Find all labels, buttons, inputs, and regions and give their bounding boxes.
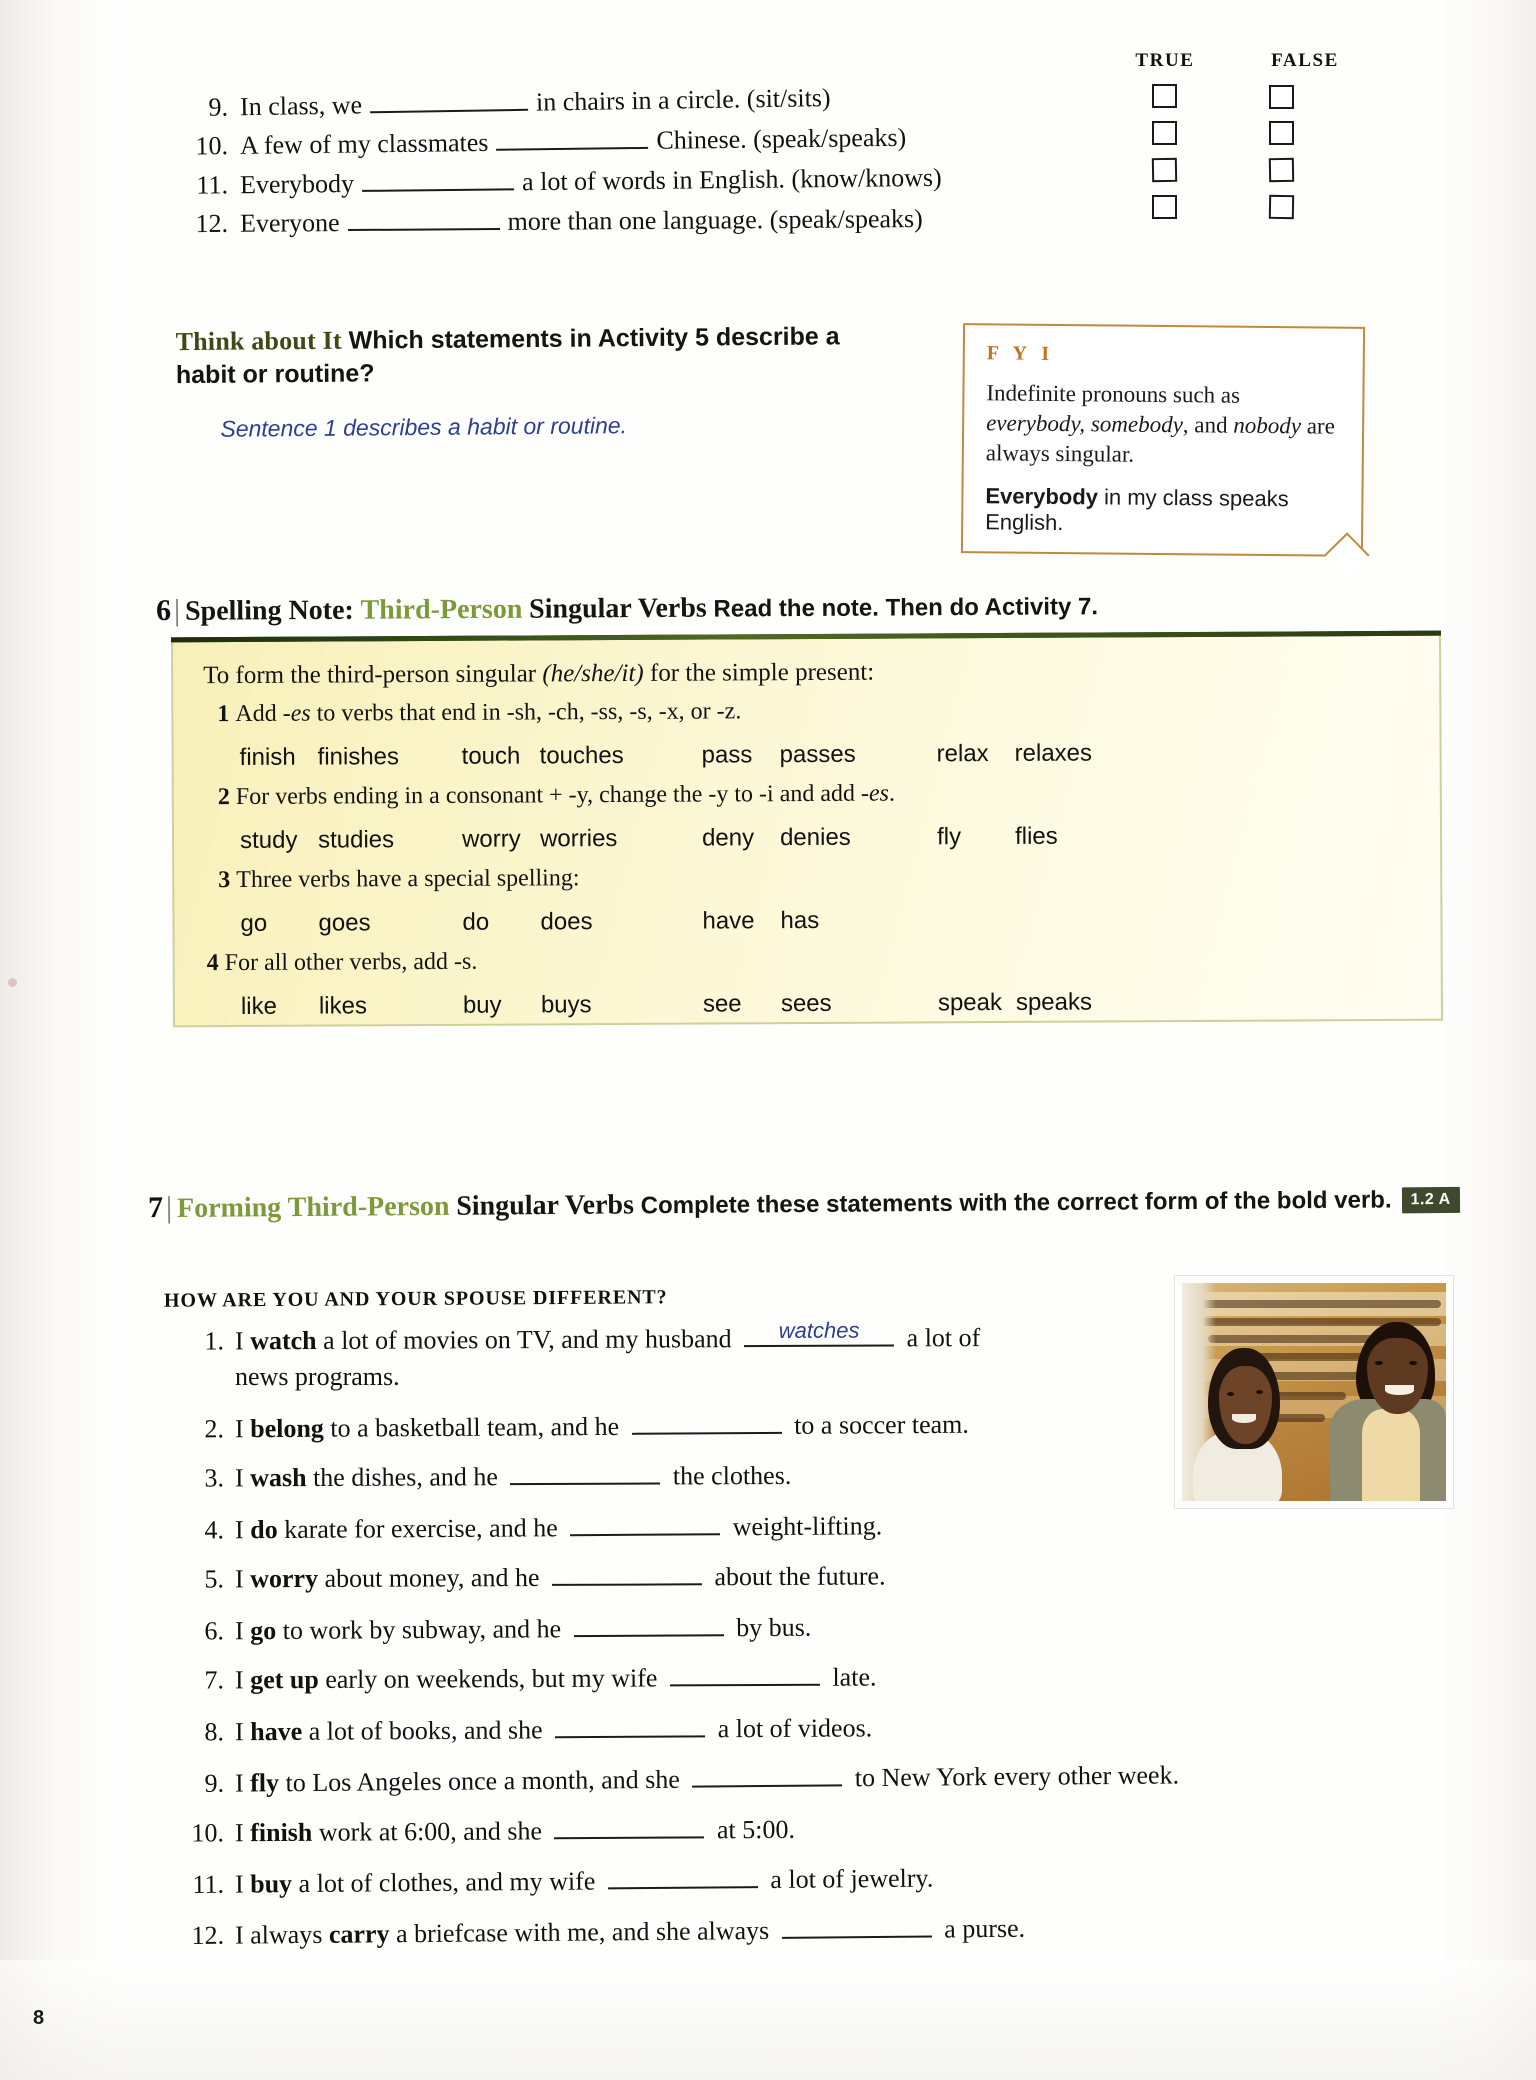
activity7-item	[176, 1812, 1356, 1847]
checkbox-true-9[interactable]	[1152, 84, 1177, 108]
word-pair	[241, 992, 463, 1021]
fyi-example-rest: in my class speaks English.	[985, 484, 1289, 535]
answer-blank[interactable]	[510, 1465, 660, 1486]
activity7-instruction-bold: bold	[1276, 1186, 1328, 1215]
item-mid: karate for exercise, and he	[277, 1512, 565, 1544]
item-pre: I	[234, 1818, 251, 1848]
word-form: worries	[539, 824, 618, 853]
word-pair	[937, 905, 1172, 934]
item-text	[235, 1816, 795, 1847]
item-number: 2.	[204, 1413, 225, 1443]
item-text	[235, 1664, 877, 1694]
word-pair	[462, 825, 702, 854]
fyi-italic-everybody: everybody,	[986, 410, 1086, 437]
word-pair	[463, 991, 703, 1020]
activity7-instruction-rest: verb.	[1327, 1186, 1392, 1214]
scan-shadow-bottom	[0, 1960, 1536, 2080]
rule-number: 2	[217, 784, 230, 811]
item-text-after: in chairs in a circle. (sit/sits)	[535, 83, 831, 117]
fyi-body-part2: , and	[1182, 412, 1234, 438]
item-number: 9.	[208, 92, 229, 122]
activity6-instruction: Read the note. Then do Activity 7.	[713, 593, 1099, 623]
note-rule-2	[218, 778, 1410, 811]
item-number: 12.	[191, 1920, 225, 1951]
word-base: buy	[462, 991, 502, 1019]
item-number: 12.	[195, 208, 229, 239]
item-post: a purse.	[937, 1913, 1026, 1944]
item-pre: I	[234, 1413, 251, 1443]
rule-text-italic: -es	[282, 700, 311, 727]
word-form: relaxes	[1014, 739, 1093, 767]
item-pre: I	[234, 1869, 251, 1900]
word-base: speak	[937, 988, 1003, 1017]
item-bold-verb: buy	[250, 1869, 293, 1899]
item-number: 11.	[192, 1870, 225, 1900]
word-pair	[938, 988, 1173, 1017]
fyi-title: F Y I	[986, 342, 1055, 365]
think-about-it-sample-answer: Sentence 1 describes a habit or routine.	[220, 412, 628, 443]
item-pre: I	[234, 1716, 251, 1747]
word-pair	[702, 823, 937, 852]
couple-photo	[1182, 1283, 1446, 1501]
item-number: 1.	[204, 1326, 225, 1356]
word-form: touches	[539, 741, 624, 770]
item-bold-verb: do	[250, 1514, 278, 1544]
checkbox-row	[1130, 158, 1420, 195]
word-base: deny	[701, 824, 755, 852]
activity-divider: |	[173, 593, 181, 627]
word-examples-row-4	[241, 987, 1411, 1021]
word-base: go	[240, 909, 268, 937]
item-text-before: A few of my classmates	[239, 127, 489, 160]
truefalse-headers	[1130, 50, 1420, 72]
activity7-item	[176, 1509, 1356, 1544]
word-form: speaks	[1015, 988, 1093, 1016]
activity7-header	[148, 1179, 1468, 1227]
think-about-it-label: Think about It	[175, 325, 342, 357]
item-bold-verb: carry	[328, 1919, 390, 1949]
item-post: a lot of	[900, 1323, 981, 1353]
note-rule-4	[207, 944, 1411, 977]
item-text-after: Chinese. (speak/speaks)	[656, 122, 907, 155]
item-mid: to a basketball team, and he	[323, 1411, 626, 1443]
word-form: studies	[317, 826, 395, 854]
item-post: about the future.	[707, 1561, 886, 1592]
word-form: goes	[318, 909, 371, 937]
activity6-title-part3: Singular Verbs	[528, 592, 707, 625]
item-number: 5.	[204, 1564, 225, 1594]
item-bold-verb: finish	[250, 1817, 313, 1848]
item-mid: early on weekends, but my wife	[318, 1663, 664, 1695]
answer-blank[interactable]	[370, 92, 528, 113]
item-post: to New York every other week.	[848, 1760, 1180, 1793]
item-number: 8.	[204, 1717, 225, 1747]
note-rule-3	[218, 861, 1410, 894]
word-pair	[937, 739, 1172, 768]
item-text	[234, 1317, 981, 1356]
answer-blank[interactable]	[552, 1565, 702, 1586]
activity7-instruction: Complete these statements with the correct form of the	[640, 1187, 1271, 1220]
fyi-italic-somebody: somebody	[1090, 411, 1183, 438]
word-base: have	[702, 907, 755, 935]
word-base: touch	[461, 742, 521, 770]
item-bold-verb: belong	[250, 1413, 324, 1443]
fyi-example-bold: Everybody	[985, 482, 1099, 510]
item-post: a lot of videos.	[711, 1713, 873, 1744]
scan-shadow-left	[0, 0, 120, 2080]
fyi-body-part1: Indefinite pronouns such as	[986, 380, 1241, 408]
item-bold-verb: wash	[250, 1463, 307, 1493]
item-pre: I	[234, 1768, 251, 1799]
item-bold-verb: fly	[250, 1768, 280, 1798]
word-form: likes	[318, 992, 368, 1020]
rule-text-part2: to verbs that end in -sh, -ch, -ss, -s, -x, or -z.	[310, 698, 742, 727]
item-bold-verb: worry	[250, 1564, 319, 1594]
item-pre: I	[234, 1463, 251, 1493]
checkbox-false-12[interactable]	[1269, 195, 1294, 219]
item-post: a lot of jewelry.	[763, 1864, 934, 1895]
scan-shadow-right	[1426, 0, 1536, 2080]
answer-blank[interactable]	[362, 171, 514, 192]
word-base: worry	[461, 825, 521, 853]
answer-blank[interactable]	[608, 1869, 758, 1890]
activity7-item	[176, 1711, 1356, 1746]
note-intro-part2: for the simple present:	[643, 658, 875, 687]
activity7-item	[176, 1561, 1356, 1594]
word-form: buys	[540, 991, 592, 1019]
activity7-item	[176, 1760, 1356, 1798]
word-pair	[702, 906, 937, 935]
item-number: 10.	[195, 131, 229, 161]
activity6-title-part2: Third-Person	[360, 593, 523, 626]
checkbox-row	[1130, 121, 1420, 158]
think-about-it-question: Which statements in Activity 5 describe a habit or routine?	[175, 322, 840, 390]
item-mid: to work by subway, and he	[276, 1613, 568, 1645]
checkbox-false-10[interactable]	[1269, 121, 1294, 145]
word-base: see	[702, 990, 742, 1018]
exercise5-item	[176, 205, 1106, 237]
checkbox-false-11[interactable]	[1269, 158, 1294, 182]
word-pair	[937, 822, 1172, 851]
item-mid: a briefcase with me, and she always	[389, 1915, 776, 1949]
answer-blank[interactable]	[692, 1767, 842, 1788]
item-bold-verb: watch	[250, 1325, 317, 1356]
word-base: fly	[936, 823, 962, 851]
word-pair	[462, 908, 702, 937]
item-bold-verb: go	[250, 1615, 277, 1645]
word-pair	[702, 740, 937, 769]
answer-blank[interactable]	[632, 1413, 782, 1434]
think-about-it-question-line	[175, 319, 896, 393]
word-pair	[703, 989, 938, 1018]
activity6-title-part1: Spelling Note:	[184, 594, 354, 627]
exercise5-item	[176, 163, 1106, 199]
item-mid: to Los Angeles once a month, and she	[278, 1765, 687, 1798]
activity-divider: |	[165, 1190, 173, 1225]
activity7-item	[176, 1610, 1356, 1645]
answer-blank[interactable]	[554, 1818, 704, 1839]
note-intro	[203, 656, 1409, 690]
activity6-number: 6	[155, 593, 172, 627]
answer-blank[interactable]	[348, 211, 500, 231]
item-mid: the dishes, and he	[306, 1462, 505, 1493]
checkbox-row	[1130, 84, 1420, 121]
word-pair	[240, 826, 462, 855]
word-base: do	[462, 908, 490, 936]
rule-text-italic: -es	[860, 780, 890, 807]
couple-photo-frame	[1175, 1276, 1453, 1508]
word-pair	[240, 743, 462, 772]
rule-text-part1: Add	[235, 700, 283, 727]
fyi-italic-nobody: nobody	[1233, 412, 1302, 439]
answer-blank[interactable]	[670, 1666, 820, 1687]
item-text	[235, 1613, 811, 1644]
item-text	[235, 1563, 886, 1593]
item-post: by bus.	[729, 1612, 812, 1642]
word-form: finishes	[317, 743, 400, 771]
chart-reference-badge[interactable]: 1.2 A	[1401, 1187, 1459, 1213]
word-examples-row-1	[240, 738, 1410, 772]
rule-text-part1: For all other verbs, add -s.	[224, 948, 478, 977]
activity7-prompt-heading: HOW ARE YOU AND YOUR SPOUSE DIFFERENT?	[163, 1286, 668, 1312]
activity7-item	[176, 1662, 1356, 1695]
think-about-it-block	[175, 319, 896, 444]
word-examples-row-3	[240, 904, 1410, 938]
fyi-box	[961, 323, 1365, 557]
item-pre: I	[234, 1326, 251, 1356]
answer-blank[interactable]	[570, 1515, 720, 1536]
answer-blank[interactable]	[496, 130, 648, 151]
rule-number: 1	[217, 701, 230, 728]
word-pair	[462, 742, 702, 771]
item-bold-verb: get up	[250, 1665, 319, 1695]
item-number: 11.	[196, 170, 229, 200]
word-form: flies	[1014, 822, 1058, 850]
item-pre: I	[234, 1564, 251, 1594]
activity7-item	[176, 1912, 1356, 1950]
checkbox-true-11[interactable]	[1152, 158, 1177, 182]
item-text	[235, 1762, 1179, 1798]
fyi-body-part3: are always singular.	[985, 413, 1335, 467]
word-base	[937, 906, 1015, 934]
item-number: 6.	[204, 1616, 225, 1646]
woman-smile	[1232, 1414, 1256, 1423]
word-base: like	[240, 992, 278, 1020]
answer-blank[interactable]	[555, 1717, 705, 1738]
item-text	[235, 1915, 1025, 1949]
exercise5-items	[176, 83, 1106, 248]
item-post: the clothes.	[666, 1460, 792, 1491]
man-shirt	[1362, 1409, 1420, 1501]
item-text	[235, 1462, 791, 1492]
activity7-title-part2: Singular Verbs	[456, 1189, 635, 1222]
item-text	[235, 1512, 882, 1543]
item-text-after: a lot of words in English. (know/knows)	[521, 162, 942, 197]
item-number: 4.	[204, 1514, 225, 1545]
note-intro-italic: (he/she/it)	[542, 659, 644, 688]
fyi-example	[985, 483, 1339, 538]
item-mid: a lot of books, and she	[302, 1715, 550, 1746]
exercise5-item	[176, 81, 1106, 122]
item-number: 10.	[191, 1818, 225, 1848]
answer-blank[interactable]	[744, 1317, 894, 1347]
word-form: passes	[779, 740, 856, 769]
activity7-title-part1: Forming Third-Person	[176, 1190, 450, 1224]
activity7-item-continuation: news programs.	[235, 1361, 400, 1391]
word-form: denies	[779, 823, 851, 852]
checkbox-true-10[interactable]	[1152, 121, 1177, 145]
item-pre: I always	[234, 1919, 330, 1950]
checkbox-row	[1130, 195, 1420, 232]
item-post: at 5:00.	[710, 1814, 796, 1845]
item-pre: I	[234, 1665, 251, 1695]
item-number: 3.	[204, 1463, 225, 1493]
item-mid: about money, and he	[317, 1563, 547, 1594]
item-post: to a soccer team.	[787, 1409, 969, 1440]
item-bold-verb: have	[250, 1716, 303, 1746]
checkbox-false-9[interactable]	[1269, 85, 1294, 109]
item-mid: a lot of clothes, and my wife	[291, 1866, 602, 1899]
item-text	[235, 1410, 969, 1442]
fyi-body	[986, 378, 1341, 471]
word-form	[1015, 905, 1150, 934]
word-form: does	[540, 908, 593, 936]
word-form: sees	[780, 989, 832, 1018]
note-intro-part1: To form the third-person singular	[203, 660, 543, 690]
item-text-after: more than one language. (speak/speaks)	[507, 204, 923, 236]
rule-number: 4	[206, 950, 219, 977]
item-post: weight-lifting.	[726, 1510, 883, 1541]
truefalse-checkbox-grid	[1130, 84, 1420, 232]
item-number: 7.	[204, 1665, 225, 1695]
item-mid: work at 6:00, and she	[312, 1816, 549, 1847]
item-pre: I	[234, 1514, 251, 1544]
false-header: FALSE	[1271, 50, 1339, 71]
checkbox-true-12[interactable]	[1152, 195, 1177, 219]
rule-text-part1: Three verbs have a special spelling:	[236, 865, 580, 893]
word-form: has	[780, 906, 820, 935]
answer-blank[interactable]	[574, 1616, 724, 1637]
word-base: relax	[936, 740, 989, 768]
word-base: pass	[701, 741, 753, 769]
spelling-note-box	[171, 631, 1443, 1028]
item-mid: a lot of movies on TV, and my husband	[316, 1324, 739, 1355]
word-base: finish	[239, 743, 296, 771]
paper-speck	[8, 978, 17, 987]
true-header: TRUE	[1135, 50, 1195, 71]
filled-answer: watches	[778, 1317, 860, 1343]
rule-number: 3	[218, 867, 231, 894]
answer-blank[interactable]	[782, 1918, 932, 1939]
note-rule-1	[217, 695, 1409, 728]
word-pair	[240, 909, 462, 938]
page-number: 8	[33, 2007, 45, 2029]
activity7-number: 7	[147, 1191, 164, 1225]
item-text	[235, 1714, 872, 1745]
item-text-before: Everybody	[239, 169, 355, 200]
item-text-before: In class, we	[239, 90, 363, 122]
item-number: 9.	[204, 1769, 225, 1799]
activity6-header	[156, 584, 1456, 629]
activity7-item	[176, 1861, 1356, 1899]
word-base: study	[239, 826, 298, 854]
item-text	[235, 1865, 933, 1899]
rule-text-part2: .	[888, 780, 896, 807]
item-text-before: Everyone	[239, 208, 340, 238]
rule-text-part1: For verbs ending in a consonant + -y, change the -y to -i and add	[235, 780, 862, 810]
exercise5-item	[176, 122, 1106, 159]
word-examples-row-2	[240, 821, 1410, 855]
item-pre: I	[234, 1615, 251, 1645]
item-post: late.	[825, 1662, 877, 1693]
